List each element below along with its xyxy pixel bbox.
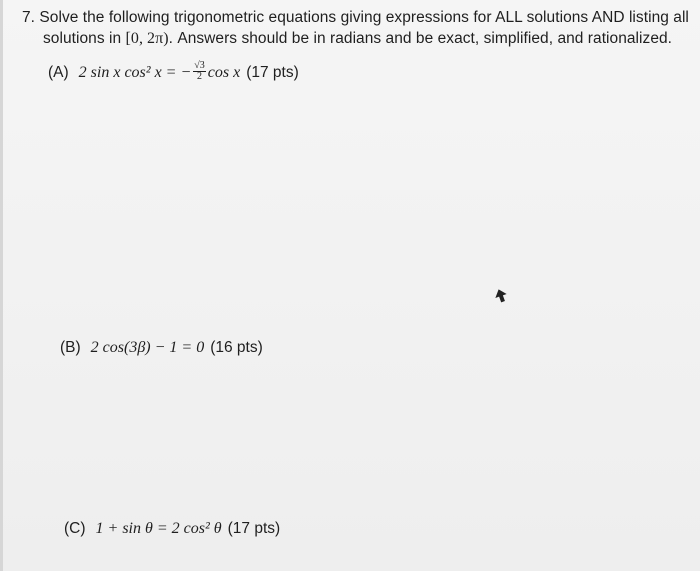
part-a-label: (A) (48, 63, 69, 81)
question-text-suffix: . Answers should be in radians and be exact, simplified, and rationalized. (168, 30, 673, 47)
part-b-label: (B) (60, 339, 81, 356)
part-a-rhs: cos x (207, 63, 241, 81)
part-b (60, 339, 263, 357)
part-a-lhs: 2 sin x cos² x = − (78, 63, 192, 81)
part-c-points: (17 pts) (227, 520, 281, 537)
question-line-2 (43, 29, 672, 49)
part-b-equation: 2 cos(3β) − 1 = 0 (90, 339, 205, 356)
part-c (64, 520, 280, 538)
page-edge (0, 0, 3, 571)
part-a-fraction (193, 61, 206, 82)
part-a-points: (17 pts) (246, 63, 299, 81)
question-text-line1: Solve the following trigonometric equations giving expressions for ALL solutions AND listing all (39, 9, 689, 26)
question-number: 7. (22, 9, 36, 26)
part-b-points: (16 pts) (210, 339, 263, 356)
part-c-equation: 1 + sin θ = 2 cos² θ (95, 520, 222, 537)
part-c-label: (C) (64, 520, 86, 537)
question-line-1 (22, 8, 689, 28)
question-text-prefix: solutions in (43, 30, 122, 47)
solution-interval: [0, 2π) (125, 30, 169, 47)
mouse-pointer-icon (494, 289, 508, 303)
part-a (48, 62, 299, 83)
part-a-fraction-numerator: √3 (194, 60, 205, 71)
part-a-fraction-denominator: 2 (197, 71, 203, 82)
